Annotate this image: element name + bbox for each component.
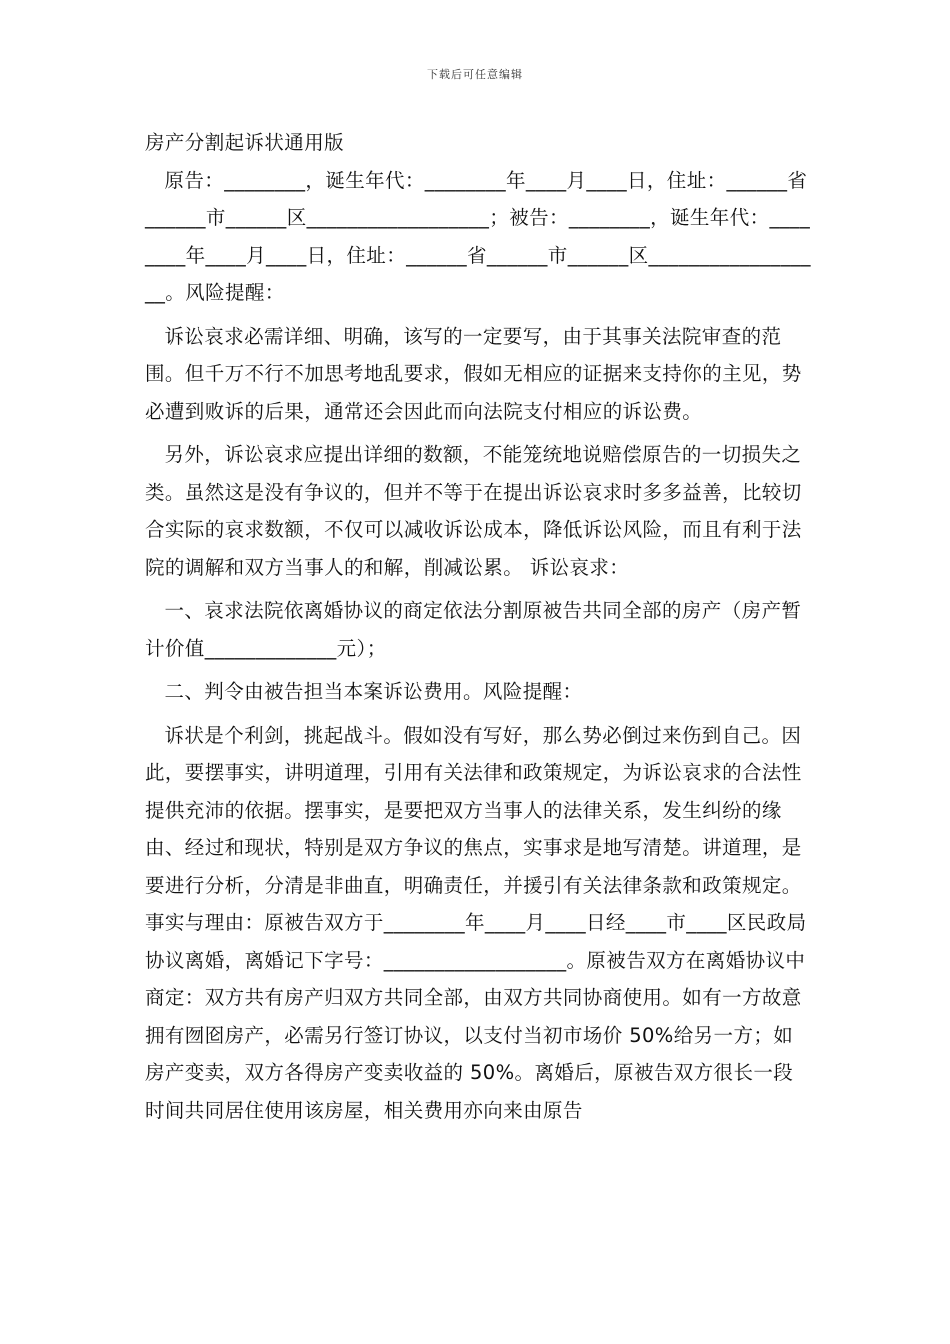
paragraph-parties: 原告：________，诞生年代：________年____月____日，住址：______省______市______区__________________；被告：________，诞生年代：________年____月____日，住址：______省______市______区__________________。风险提醒： — [145, 168, 811, 304]
paragraph-risk-claims: 诉讼哀求必需详细、明确，该写的一定要写，由于其事关法院审查的范围。但千万不行不加思考地乱要求，假如无相应的证据来支持你的主见，势必遭到败诉的后果，通常还会因此而向法院支付相应的诉讼费。 — [145, 324, 802, 423]
document-title: 房产分割起诉状通用版 — [145, 131, 345, 154]
paragraph-facts-reasons: 诉状是个利剑，挑起战斗。假如没有写好，那么势必倒过来伤到自己。因此，要摆事实，讲明道理，引用有关法律和政策规定，为诉讼哀求的合法性提供充沛的依据。摆事实，是要把双方当事人的法律关系，发生纠纷的缘由、经过和现状，特别是双方争议的焦点，实事求是地写清楚。讲道理，是要进行分析，分清是非曲直，明确责任，并援引有关法律条款和政策规定。 事实与理由：原被告双方于________年____月____日经____市____区民政局协议离婚，离婚记下字号：__________________。原被告双方在离婚协议中商定：双方共有房产归双方共同全部，由双方共同协商使用。如有一方故意拥有囫囵房产，必需另行签订协议，以支付当初市场价 50%给另一方；如房产变卖，双方各得房产变卖收益的 50%。离婚后，原被告双方很长一段时间共同居住使用该房屋，相关费用亦向来由原告 — [145, 723, 809, 1122]
document-body — [145, 124, 813, 1129]
paragraph-claim-amount: 另外，诉讼哀求应提出详细的数额，不能笼统地说赔偿原告的一切损失之类。虽然这是没有争议的，但并不等于在提出诉讼哀求时多多益善，比较切合实际的哀求数额，不仅可以减收诉讼成本，降低诉讼风险，而且有利于法院的调解和双方当事人的和解，削减讼累。 诉讼哀求： — [145, 443, 802, 579]
paragraph-claim-one: 一、哀求法院依离婚协议的商定依法分割原被告共同全部的房产（房产暂计价值_____________元）； — [145, 599, 802, 660]
page-header: 下载后可任意编辑 — [427, 68, 523, 81]
paragraph-claim-two: 二、判令由被告担当本案诉讼费用。风险提醒： — [164, 680, 583, 703]
